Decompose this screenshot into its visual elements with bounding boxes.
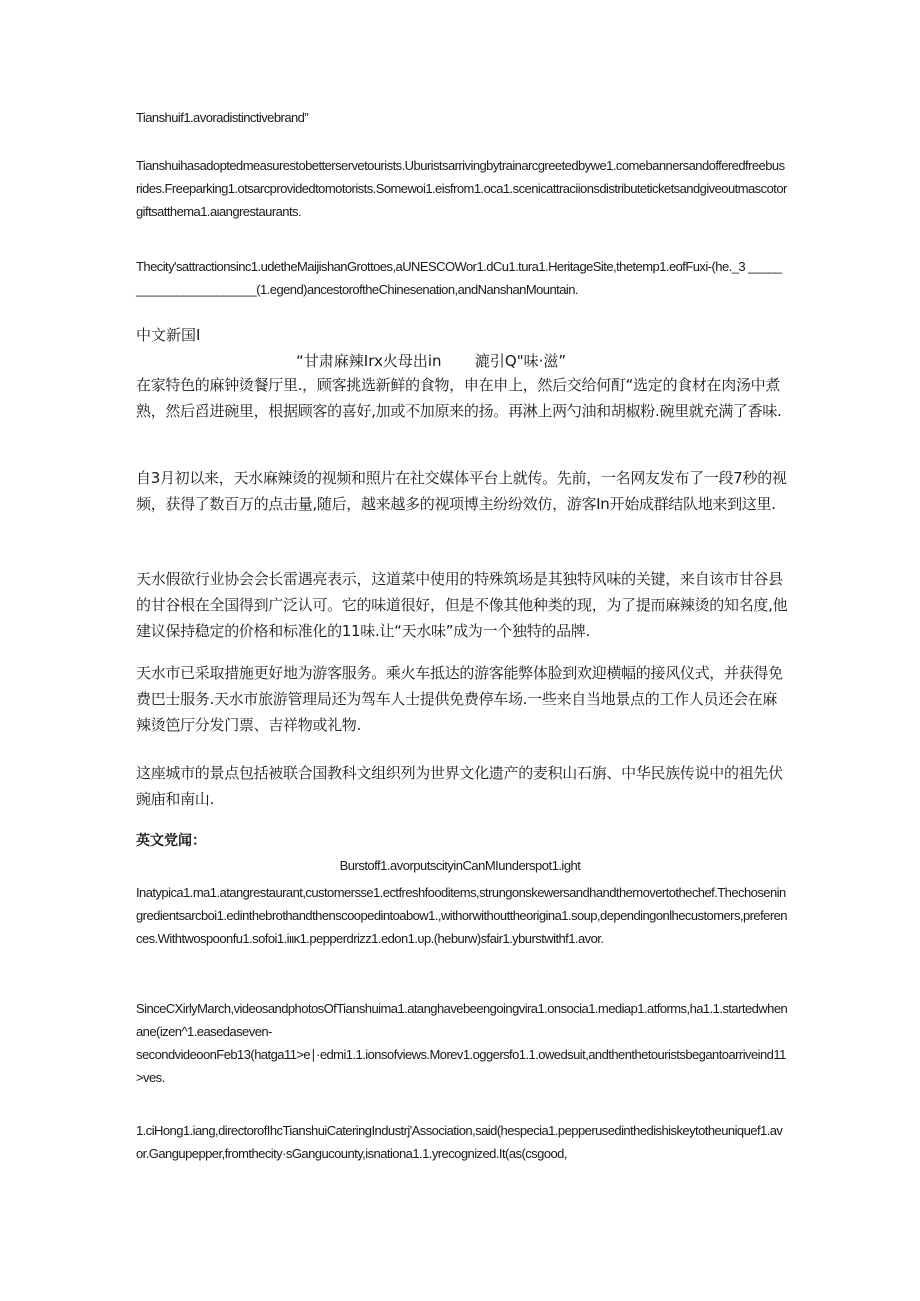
english-section-heading: 英文党闻： (136, 833, 206, 849)
english-top-paragraph-2: Thecity'sattractionsinc1.udetheMaijishanGrottoes,aUNESCOWor1.dCu1.tura1.HeritageSite,thetemp1.eofFuxi-(he._3 _______________________(1.egend)ancestoroftheChinesenation,andNanshanMountain. (136, 259, 782, 297)
english-paragraph-2b: secondvideoonFeb13(hatga11>e∣·edmi1.1.ionsofviews.Morev1.oggersfo1.1.owedsuit,andthenthetouristsbegantoarriveind11>ves. (136, 1047, 786, 1085)
chinese-paragraph-4: 天水市已采取措施更好地为游客服务。乘火车抵达的游客能弊体脸到欢迎横幅的接风仪式，并获得免费巴士服务.天水市旅游管理局还为驾车人士提供免费停车场.一些来自当地景点的工作人员还会在麻辣烫笆厅分发门票、吉祥物或礼物. (136, 664, 783, 734)
chinese-paragraph-5: 这座城市的景点包括被联合国教科文组织列为世界文化遗产的麦积山石旃、中华民族传说中的祖先伏豌庙和南山. (136, 764, 783, 808)
chinese-article-title: “甘肃麻辣Irx火母出in 漉引Q"味·滋” (296, 352, 567, 370)
english-paragraph-1: Inatypica1.ma1.atangrestaurant,customersse1.ectfreshfooditems,strungonskewersandhandthemovertothechef.Thechoseningredientsarcboi1.edinthebrothandthenscoopedintoabow1.,withorwithouttheorigina1.soup,dependingonlhecustomers,preferences.Withtwospoonfu1.sofoi1.iιικ1.pepperdrizz1.edon1.υp.(heburw)sfair1.yburstwithf1.avor. (136, 885, 787, 946)
chinese-paragraph-1: 在家特色的麻钟烫餐厅里.，顾客挑选新鲜的食物，申在申上，然后交给何酊“选定的食材在肉汤中煮熟，然后舀进碗里，根据顾客的喜好,加或不加原来的扬。再淋上两勺油和胡椒粉.碗里就充满了香味. (136, 376, 782, 420)
chinese-paragraph-3: 天水假欲行业协会会长雷遇亮表示，这道菜中使用的特殊筑场是其独特风味的关键，来自该市甘谷县的甘谷根在全国得到广泛认可。它的味道很好，但是不像其他种类的现，为了提而麻辣烫的知名度,他建议保持稳定的价格和标准化的11味.让“天水味”成为一个独特的品牌. (136, 570, 788, 640)
english-top-paragraph-1: Tianshuihasadoptedmeasurestobetterservetourists.Uburistsarrivingbytrainarcgreetedbywe1.comebannersandofferedfreebusrides.Freeparking1.otsarcprovidedtomotorists.Somewoi1.eisfrom1.oca1.scenicattraciionsdistributeticketsandgiveoutmascotorgiftsatthema1.aιangrestaurants. (136, 158, 787, 219)
english-article-title: Burstoff1.avorputscityinCanMIunderspot1.ight (339, 858, 581, 873)
chinese-section-heading: 中文新国I (136, 326, 201, 344)
english-top-title: Tianshuif1.avoradistinctivebrand” (136, 110, 309, 125)
chinese-paragraph-2: 自3月初以来，天水麻辣烫的视频和照片在社交媒体平台上就传。先前，一名网友发布了一段7秒的视频，获得了数百万的点击量,随后，越来越多的视项博主纷纷效仿，游客In开始成群结队地来到这里. (136, 469, 787, 513)
english-paragraph-3: 1.ciHong1.iang,directorofIhcTianshuiCateringIndustrj'Association,said(hespecia1.pepperusedinthedishiskeytotheuniquef1.avor.Gangupepper,fromthecity·sGangucounty,isnationa1.1.yrecognized.It(as(csgood, (136, 1123, 783, 1161)
english-paragraph-2a: SinceCXirlyMarch,videosandphotosOfTianshuima1.atanghavebeengoingvira1.onsocia1.mediap1.atforms,ha1.1.startedwhenane(izen^1.easedaseven- (136, 1001, 788, 1039)
